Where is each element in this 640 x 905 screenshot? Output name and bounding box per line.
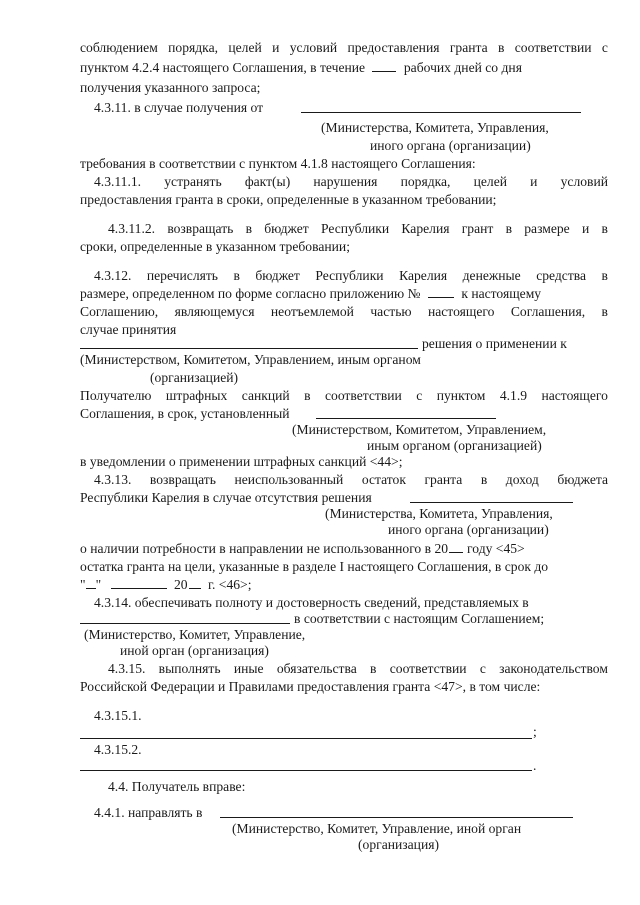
word: возвращать [167, 221, 234, 236]
word: штрафных [165, 388, 228, 403]
word: санкций [241, 388, 290, 403]
text-line: 4.4. Получатель вправе: [108, 779, 246, 794]
text-line [94, 268, 608, 284]
word: Соглашения, [510, 304, 586, 319]
word: соблюдением [80, 40, 158, 55]
word: в [601, 221, 608, 236]
text-line: случае принятия [80, 322, 177, 337]
word: бюджета [557, 472, 608, 487]
word: и [530, 174, 538, 189]
text-line: 4.3.15.2. [94, 742, 142, 757]
word: неиспользованный [234, 472, 344, 487]
text-line: решения о применении к [422, 336, 567, 351]
text-line: получения указанного запроса; [80, 80, 261, 95]
text-line: ; [533, 724, 537, 739]
word: размере [524, 221, 570, 236]
word: настоящего [541, 388, 608, 403]
word: денежные [462, 268, 521, 283]
blank-line [301, 112, 581, 113]
blank-line [80, 770, 532, 771]
text-line: иного органа (организации) [388, 522, 549, 537]
word: в [480, 472, 488, 487]
word: в [233, 268, 240, 283]
word: Карелия [401, 221, 450, 236]
word: перечислять [146, 268, 218, 283]
text-line: предоставления гранта в сроки, определенные в указанном требовании; [80, 192, 497, 207]
word: 4.3.15. [108, 661, 146, 676]
word: бюджет [255, 268, 300, 283]
word: в [304, 388, 311, 403]
word: Республики [320, 221, 390, 236]
text-line: (Министерством, Комитетом, Управлением, иным органом [80, 352, 421, 367]
word: 4.3.11.1. [94, 174, 142, 189]
word: порядка, [400, 174, 451, 189]
text-line [94, 174, 608, 190]
word: возвращать [149, 472, 216, 487]
word: с [601, 40, 608, 55]
word: с [479, 661, 486, 676]
text-line: размере, определенном по форме согласно приложению № к настоящему [80, 286, 542, 301]
text-line: (Министерства, Комитета, Управления, [325, 506, 553, 521]
word: остаток [361, 472, 406, 487]
text-line: Российской Федерации и Правилами предоставления гранта <47>, в том числе: [80, 679, 541, 694]
text-line: (Министерства, Комитета, Управления, [321, 120, 549, 135]
text-line [80, 388, 608, 404]
text-line: . [533, 758, 537, 773]
word: 4.3.13. [94, 472, 132, 487]
text-line: (Министерство, Комитет, Управление, [84, 627, 306, 642]
text-line: " " 20 г. <46>; [80, 577, 252, 592]
text-line: 4.3.14. обеспечивать полноту и достоверность сведений, представляемых в [94, 595, 529, 610]
text-line: в соответствии с настоящим Соглашением; [294, 611, 545, 626]
word: гранта [449, 40, 488, 55]
word: Получателю [80, 388, 152, 403]
text-line: сроки, определенные в указанном требовании; [80, 239, 350, 254]
word: в [498, 40, 505, 55]
word: грант [461, 221, 494, 236]
word: 4.3.11.2. [108, 221, 156, 236]
word: законодательством [499, 661, 608, 676]
word: целей [228, 40, 262, 55]
text-line: остатка гранта на цели, указанные в разделе I настоящего Соглашения, в срок до [80, 559, 549, 574]
word: обязательства [276, 661, 357, 676]
word: иные [233, 661, 264, 676]
word: соответствии [389, 661, 467, 676]
text-line: (организацией) [150, 370, 239, 385]
text-line: требования в соответствии с пунктом 4.1.8 настоящего Соглашения: [80, 156, 476, 171]
word: гранта [424, 472, 463, 487]
text-line: 4.4.1. направлять в [94, 805, 203, 820]
word: нарушения [313, 174, 378, 189]
text-line [80, 304, 608, 320]
text-line [94, 472, 608, 488]
text-line [108, 221, 608, 237]
blank-field [372, 60, 396, 72]
blank-line [410, 502, 573, 503]
word: с [416, 388, 423, 403]
word: средства [536, 268, 587, 283]
blank-line [220, 817, 573, 818]
text-line [80, 40, 608, 56]
word: порядка, [168, 40, 219, 55]
text-line: иным органом (организацией) [367, 438, 542, 453]
text-line: иной орган (организация) [120, 643, 269, 658]
word: условий [560, 174, 608, 189]
word: в [245, 221, 252, 236]
word: Карелия [399, 268, 448, 283]
text-line: 4.3.11. в случае получения от [94, 100, 264, 115]
word: целей [473, 174, 508, 189]
word: Соглашению, [80, 304, 159, 319]
word: выполнять [158, 661, 221, 676]
word: доход [505, 472, 539, 487]
word: соответствии [514, 40, 592, 55]
text-line: о наличии потребности в направлении не использованного в 20 году <45> [80, 541, 525, 556]
blank-field [189, 577, 201, 589]
text-line: Соглашения, в срок, установленный [80, 406, 290, 421]
word: пунктом [436, 388, 486, 403]
word: предоставления [347, 40, 440, 55]
word: 4.3.12. [94, 268, 132, 283]
word: Республики [315, 268, 384, 283]
word: в [601, 268, 608, 283]
text-line [108, 661, 608, 677]
word: настоящего [427, 304, 495, 319]
text-line: в уведомлении о применении штрафных санкций <44>; [80, 454, 403, 469]
blank-line [80, 348, 418, 349]
word: частью [370, 304, 412, 319]
word: бюджет [264, 221, 309, 236]
word: 4.1.9 [499, 388, 528, 403]
blank-field [428, 286, 454, 298]
word: факт(ы) [244, 174, 291, 189]
word: неотъемлемой [270, 304, 354, 319]
text-line: иного органа (организации) [370, 138, 531, 153]
blank-field [449, 541, 463, 553]
word: и [581, 221, 590, 236]
text-line: (Министерство, Комитет, Управление, иной орган [232, 821, 522, 836]
text-line: (организация) [358, 837, 440, 852]
blank-line [80, 623, 290, 624]
text-line: Республики Карелия в случае отсутствия решения [80, 490, 372, 505]
blank-field [86, 577, 96, 589]
text-line: пунктом 4.2.4 настоящего Соглашения, в течение рабочих дней со дня [80, 60, 522, 75]
text-line: 4.3.15.1. [94, 708, 142, 723]
word: устранять [164, 174, 222, 189]
word: соответствии [324, 388, 402, 403]
blank-line [316, 418, 496, 419]
blank-line [80, 738, 532, 739]
word: условий [289, 40, 338, 55]
word: в [505, 221, 512, 236]
word: в [601, 304, 608, 319]
word: являющемуся [174, 304, 255, 319]
blank-field [111, 577, 167, 589]
word: и [272, 40, 280, 55]
text-line: (Министерством, Комитетом, Управлением, [292, 422, 547, 437]
word: в [370, 661, 377, 676]
